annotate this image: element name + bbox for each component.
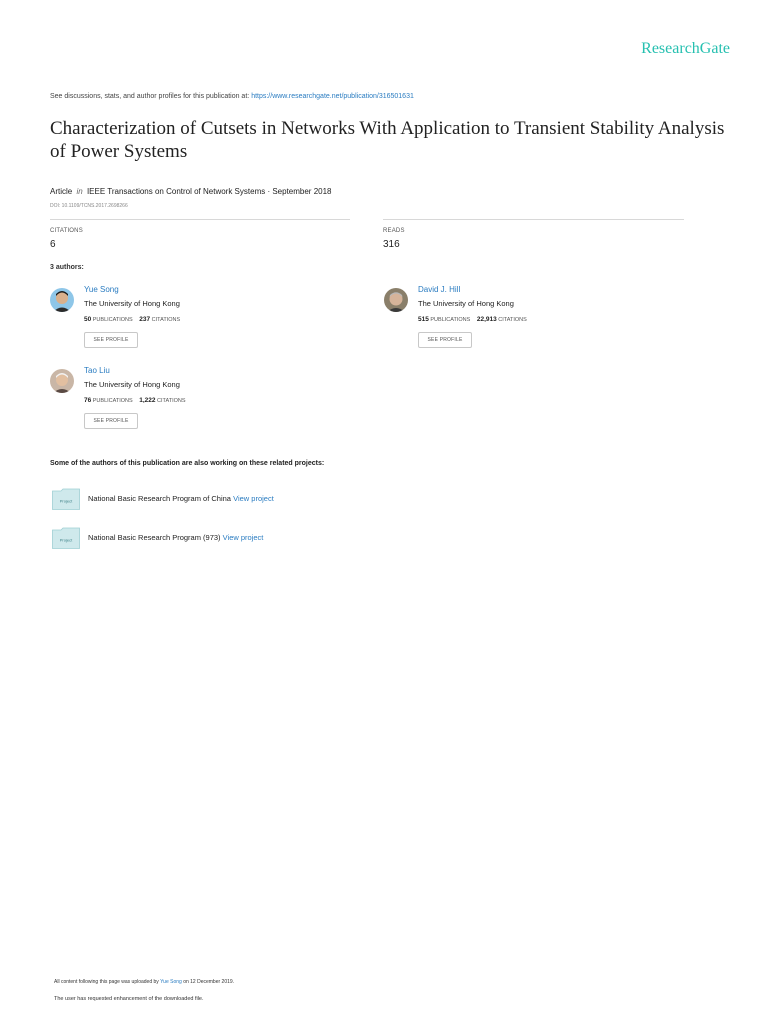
upload-prefix: All content following this page was uploaded by — [54, 979, 159, 985]
uploader-link[interactable]: Yue Song — [160, 979, 182, 985]
avatar-photo-icon — [384, 288, 408, 312]
author-institution: The University of Hong Kong — [418, 299, 514, 308]
see-profile-button[interactable]: SEE PROFILE — [84, 332, 138, 348]
author-institution: The University of Hong Kong — [84, 380, 180, 389]
divider-citations — [50, 219, 350, 220]
article-type: Article — [50, 187, 73, 196]
author-stats — [84, 316, 180, 323]
project-folder-icon[interactable] — [52, 488, 80, 510]
view-project-link[interactable]: View project — [233, 494, 274, 503]
project-text — [88, 533, 263, 542]
view-project-link[interactable]: View project — [222, 533, 264, 542]
author-card-yue-song — [50, 285, 350, 358]
article-info — [50, 187, 332, 196]
publications-count: 515 — [418, 316, 429, 323]
publications-count: 76 — [84, 397, 92, 404]
see-profile-button[interactable]: SEE PROFILE — [418, 332, 472, 348]
see-profile-button[interactable]: SEE PROFILE — [84, 413, 138, 429]
citations-count: 22,913 — [476, 316, 497, 323]
author-institution: The University of Hong Kong — [84, 299, 180, 308]
citations-count: 237 — [139, 316, 151, 323]
publications-label: PUBLICATIONS — [92, 398, 133, 404]
publications-label: PUBLICATIONS — [92, 317, 133, 323]
author-card-david-j-hill — [384, 285, 684, 358]
project-item — [52, 527, 452, 551]
discussion-notice-text: See discussions, stats, and author profiles for this publication at: — [50, 93, 250, 100]
reads-label: READS — [383, 228, 405, 234]
publications-count: 50 — [84, 316, 92, 323]
journal-name[interactable]: IEEE Transactions on Control of Network Systems · September 2018 — [86, 187, 332, 196]
author-name-link[interactable]: Tao Liu — [84, 366, 110, 375]
enhancement-notice: The user has requested enhancement of the downloaded file. — [54, 996, 204, 1002]
citations-label: CITATIONS — [498, 317, 527, 323]
author-card-tao-liu — [50, 366, 350, 439]
project-folder-icon[interactable] — [52, 527, 80, 549]
publications-label: PUBLICATIONS — [430, 317, 471, 323]
citations-label: CITATIONS — [157, 398, 186, 404]
author-stats — [84, 397, 186, 404]
discussion-notice — [50, 93, 414, 100]
avatar[interactable] — [50, 369, 74, 393]
project-text — [88, 494, 274, 503]
doi-text: DOI: 10.1109/TCNS.2017.2698266 — [50, 203, 128, 209]
avatar[interactable] — [50, 288, 74, 312]
author-stats — [418, 316, 527, 323]
project-icon-label: Project — [59, 537, 73, 543]
project-item — [52, 488, 452, 512]
publication-title: Characterization of Cutsets in Networks With Application to Transient Stability Analysis of Power Systems — [50, 118, 725, 162]
project-icon-label: Project — [59, 498, 73, 504]
upload-notice — [54, 979, 234, 985]
citations-label: CITATIONS — [151, 317, 181, 323]
authors-count: 3 authors: — [50, 264, 84, 271]
publication-url-link[interactable]: https://www.researchgate.net/publication/316501631 — [251, 93, 414, 100]
avatar-photo-icon — [50, 369, 74, 393]
author-name-link[interactable]: Yue Song — [84, 285, 119, 294]
article-in: in — [76, 187, 83, 196]
project-title: National Basic Research Program of China — [88, 494, 231, 503]
citations-label: CITATIONS — [50, 228, 83, 234]
avatar[interactable] — [384, 288, 408, 312]
divider-reads — [383, 219, 684, 220]
reads-value: 316 — [383, 239, 400, 250]
related-projects-heading: Some of the authors of this publication are also working on these related projects: — [50, 460, 325, 467]
author-name-link[interactable]: David J. Hill — [418, 285, 461, 294]
avatar-photo-icon — [50, 288, 74, 312]
project-title: National Basic Research Program (973) — [88, 533, 221, 542]
citations-count: 1,222 — [139, 397, 156, 404]
upload-suffix: on 12 December 2019. — [183, 979, 235, 985]
researchgate-logo[interactable]: ResearchGate — [641, 40, 730, 57]
citations-value: 6 — [50, 239, 56, 250]
